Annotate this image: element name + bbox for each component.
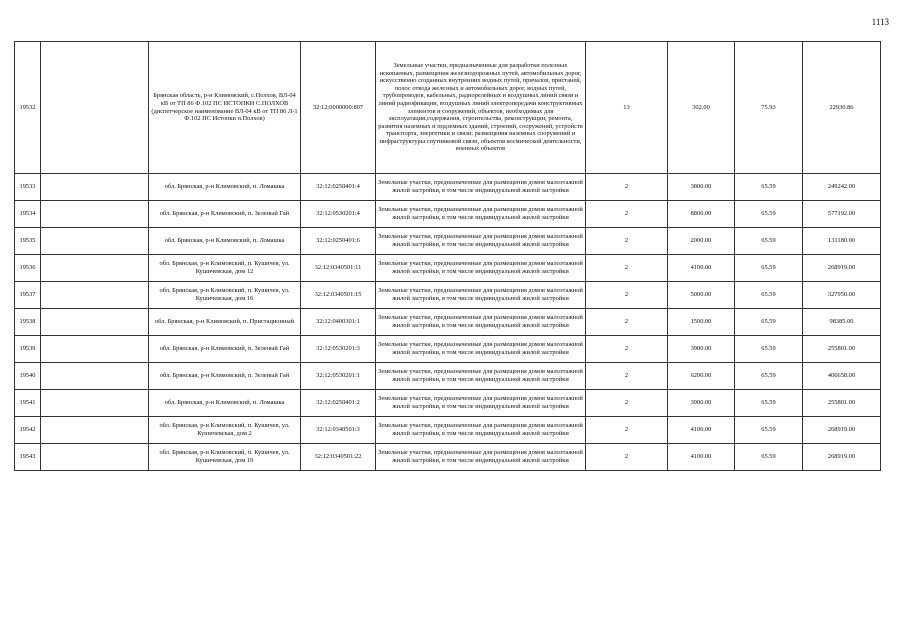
row-group: 2 [586,336,668,363]
row-area: 5000.00 [668,282,735,309]
row-value: 268919.00 [803,444,881,471]
row-value: 577192.00 [803,201,881,228]
row-rate: 65.59 [735,417,803,444]
row-address: обл. Брянская, р-н Климовский, п. Зеленый Гай [149,201,301,228]
row-address: обл. Брянская, р-н Климовский, п. Зеленый Гай [149,363,301,390]
row-purpose: Земельные участки, предназначенные для размещения домов малоэтажной жилой застройки, в том числе индивидуальной жилой застройки [376,336,586,363]
row-cadastral: 32:12:0530201:1 [301,363,376,390]
row-purpose: Земельные участки, предназначенные для размещения домов малоэтажной жилой застройки, в том числе индивидуальной жилой застройки [376,282,586,309]
row-area: 8800.00 [668,201,735,228]
row-id: 19539 [15,336,41,363]
row-cadastral: 32:12:0340501:15 [301,282,376,309]
row-group: 2 [586,309,668,336]
row-id: 19538 [15,309,41,336]
row-address: обл. Брянская, р-н Климовский, п. Пристационный [149,309,301,336]
row-purpose: Земельные участки, предназначенные для разработки полезных ископаемых, размещения железнодорожных путей, автомобильных дорог, искусственно созданных внутренних водных путей, причалов, пристаней, полос отвода железных и автомобильных дорог, водных путей, трубопроводов, кабельных, радиорелейных и воздушных линий связи и линий радиофикации, воздушных линий электропередачи конструктивных элементов и сооружений, объектов, необходимых для эксплуатации,содержания, строительства, реконструкции, ремонта, развития наземных и подземных зданий, строений, сооружений, устройств транспорта, энергетики и связи; размещения наземных сооружений и инфраструктуры спутниковой связи, объектов космической деятельности, военных объектов [376,42,586,174]
row-rate: 65.59 [735,363,803,390]
blank-cell [41,174,149,201]
row-id: 19536 [15,255,41,282]
row-value: 255801.00 [803,336,881,363]
row-purpose: Земельные участки, предназначенные для размещения домов малоэтажной жилой застройки, в том числе индивидуальной жилой застройки [376,390,586,417]
row-rate: 65.59 [735,201,803,228]
row-area: 1500.00 [668,309,735,336]
row-cadastral: 32:12:0000000:897 [301,42,376,174]
row-purpose: Земельные участки, предназначенные для размещения домов малоэтажной жилой застройки, в том числе индивидуальной жилой застройки [376,444,586,471]
blank-cell [41,201,149,228]
row-address: обл. Брянская, р-н Климовский, п. Кушичев, ул. Кушичевская, дом 12 [149,255,301,282]
row-value: 131180.00 [803,228,881,255]
table-row [15,228,881,255]
table-row [15,201,881,228]
row-rate: 65.59 [735,309,803,336]
row-cadastral: 32:12:0250401:2 [301,390,376,417]
row-cadastral: 32:12:0530201:3 [301,336,376,363]
row-group: 2 [586,363,668,390]
blank-cell [41,255,149,282]
row-address: обл. Брянская, р-н Климовский, п. Кушичев, ул. Кушичевская, дом 2 [149,417,301,444]
row-area: 4100.00 [668,255,735,282]
table-row [15,309,881,336]
row-address: обл. Брянская, р-н Климовский, п. Зеленый Гай [149,336,301,363]
row-value: 406658.00 [803,363,881,390]
row-cadastral: 32:12:0400301:1 [301,309,376,336]
row-address: обл. Брянская, р-н Климовский, п. Кушичев, ул. Кушичевская, дом 19 [149,444,301,471]
row-area: 2000.00 [668,228,735,255]
row-id: 19540 [15,363,41,390]
row-area: 3900.00 [668,336,735,363]
row-id: 19543 [15,444,41,471]
row-group: 2 [586,228,668,255]
row-area: 3900.00 [668,390,735,417]
row-id: 19533 [15,174,41,201]
row-value: 249242.00 [803,174,881,201]
table-row [15,390,881,417]
row-value: 268919.00 [803,417,881,444]
row-rate: 65.59 [735,228,803,255]
row-group: 13 [586,42,668,174]
row-rate: 65.59 [735,174,803,201]
row-value: 98385.00 [803,309,881,336]
row-address: обл. Брянская, р-н Климовский, п. Ломашка [149,390,301,417]
blank-cell [41,309,149,336]
row-purpose: Земельные участки, предназначенные для размещения домов малоэтажной жилой застройки, в том числе индивидуальной жилой застройки [376,201,586,228]
blank-cell [41,42,149,174]
row-purpose: Земельные участки, предназначенные для размещения домов малоэтажной жилой застройки, в том числе индивидуальной жилой застройки [376,174,586,201]
blank-cell [41,363,149,390]
row-group: 2 [586,390,668,417]
table-row [15,444,881,471]
row-address: обл. Брянская, р-н Климовский, п. Ломашка [149,174,301,201]
row-rate: 65.59 [735,444,803,471]
table-row [15,363,881,390]
row-purpose: Земельные участки, предназначенные для размещения домов малоэтажной жилой застройки, в том числе индивидуальной жилой застройки [376,309,586,336]
row-id: 19542 [15,417,41,444]
blank-cell [41,282,149,309]
row-cadastral: 32:12:0250401:6 [301,228,376,255]
row-address: обл. Брянская, р-н Климовский, п. Кушичев, ул. Кушичевская, дом 16 [149,282,301,309]
blank-cell [41,444,149,471]
row-value: 327950.00 [803,282,881,309]
row-area: 6200.00 [668,363,735,390]
row-group: 2 [586,282,668,309]
row-value: 255801.00 [803,390,881,417]
row-address: Брянская область, р-н Климовский, с.Полхов, ВЛ-04 кВ от ТП 86 Ф.102 ПС ИСТОПКИ С.ПОЛХОВ (диспетчерское наименование ВЛ-04 кВ от ТП 86 Л-1 Ф.102 ПС Истопки п.Полхов) [149,42,301,174]
row-rate: 75.93 [735,42,803,174]
row-cadastral: 32:12:0340501:3 [301,417,376,444]
row-id: 19532 [15,42,41,174]
row-cadastral: 32:12:0250401:4 [301,174,376,201]
row-cadastral: 32:12:0340501:11 [301,255,376,282]
blank-cell [41,390,149,417]
row-area: 4100.00 [668,417,735,444]
table-row [15,282,881,309]
row-cadastral: 32:12:0530201:4 [301,201,376,228]
row-group: 2 [586,417,668,444]
row-group: 2 [586,444,668,471]
registry-table [14,41,881,471]
row-id: 19534 [15,201,41,228]
row-rate: 65.59 [735,390,803,417]
table-row [15,42,881,174]
row-purpose: Земельные участки, предназначенные для размещения домов малоэтажной жилой застройки, в том числе индивидуальной жилой застройки [376,228,586,255]
registry-body [15,42,881,471]
row-cadastral: 32:12:0340501:22 [301,444,376,471]
row-rate: 65.59 [735,255,803,282]
row-rate: 65.59 [735,336,803,363]
table-row [15,417,881,444]
row-purpose: Земельные участки, предназначенные для размещения домов малоэтажной жилой застройки, в том числе индивидуальной жилой застройки [376,255,586,282]
row-area: 4100.00 [668,444,735,471]
row-group: 2 [586,255,668,282]
table-row [15,174,881,201]
row-purpose: Земельные участки, предназначенные для размещения домов малоэтажной жилой застройки, в том числе индивидуальной жилой застройки [376,417,586,444]
row-group: 2 [586,174,668,201]
row-area: 3800.00 [668,174,735,201]
blank-cell [41,336,149,363]
row-id: 19537 [15,282,41,309]
blank-cell [41,417,149,444]
row-id: 19535 [15,228,41,255]
row-purpose: Земельные участки, предназначенные для размещения домов малоэтажной жилой застройки, в том числе индивидуальной жилой застройки [376,363,586,390]
row-value: 22930.86 [803,42,881,174]
row-address: обл. Брянская, р-н Климовский, п. Ломашка [149,228,301,255]
row-area: 302.00 [668,42,735,174]
table-row [15,336,881,363]
row-group: 2 [586,201,668,228]
blank-cell [41,228,149,255]
table-row [15,255,881,282]
row-id: 19541 [15,390,41,417]
page-number: 1113 [871,17,889,27]
row-value: 268919.00 [803,255,881,282]
row-rate: 65.59 [735,282,803,309]
